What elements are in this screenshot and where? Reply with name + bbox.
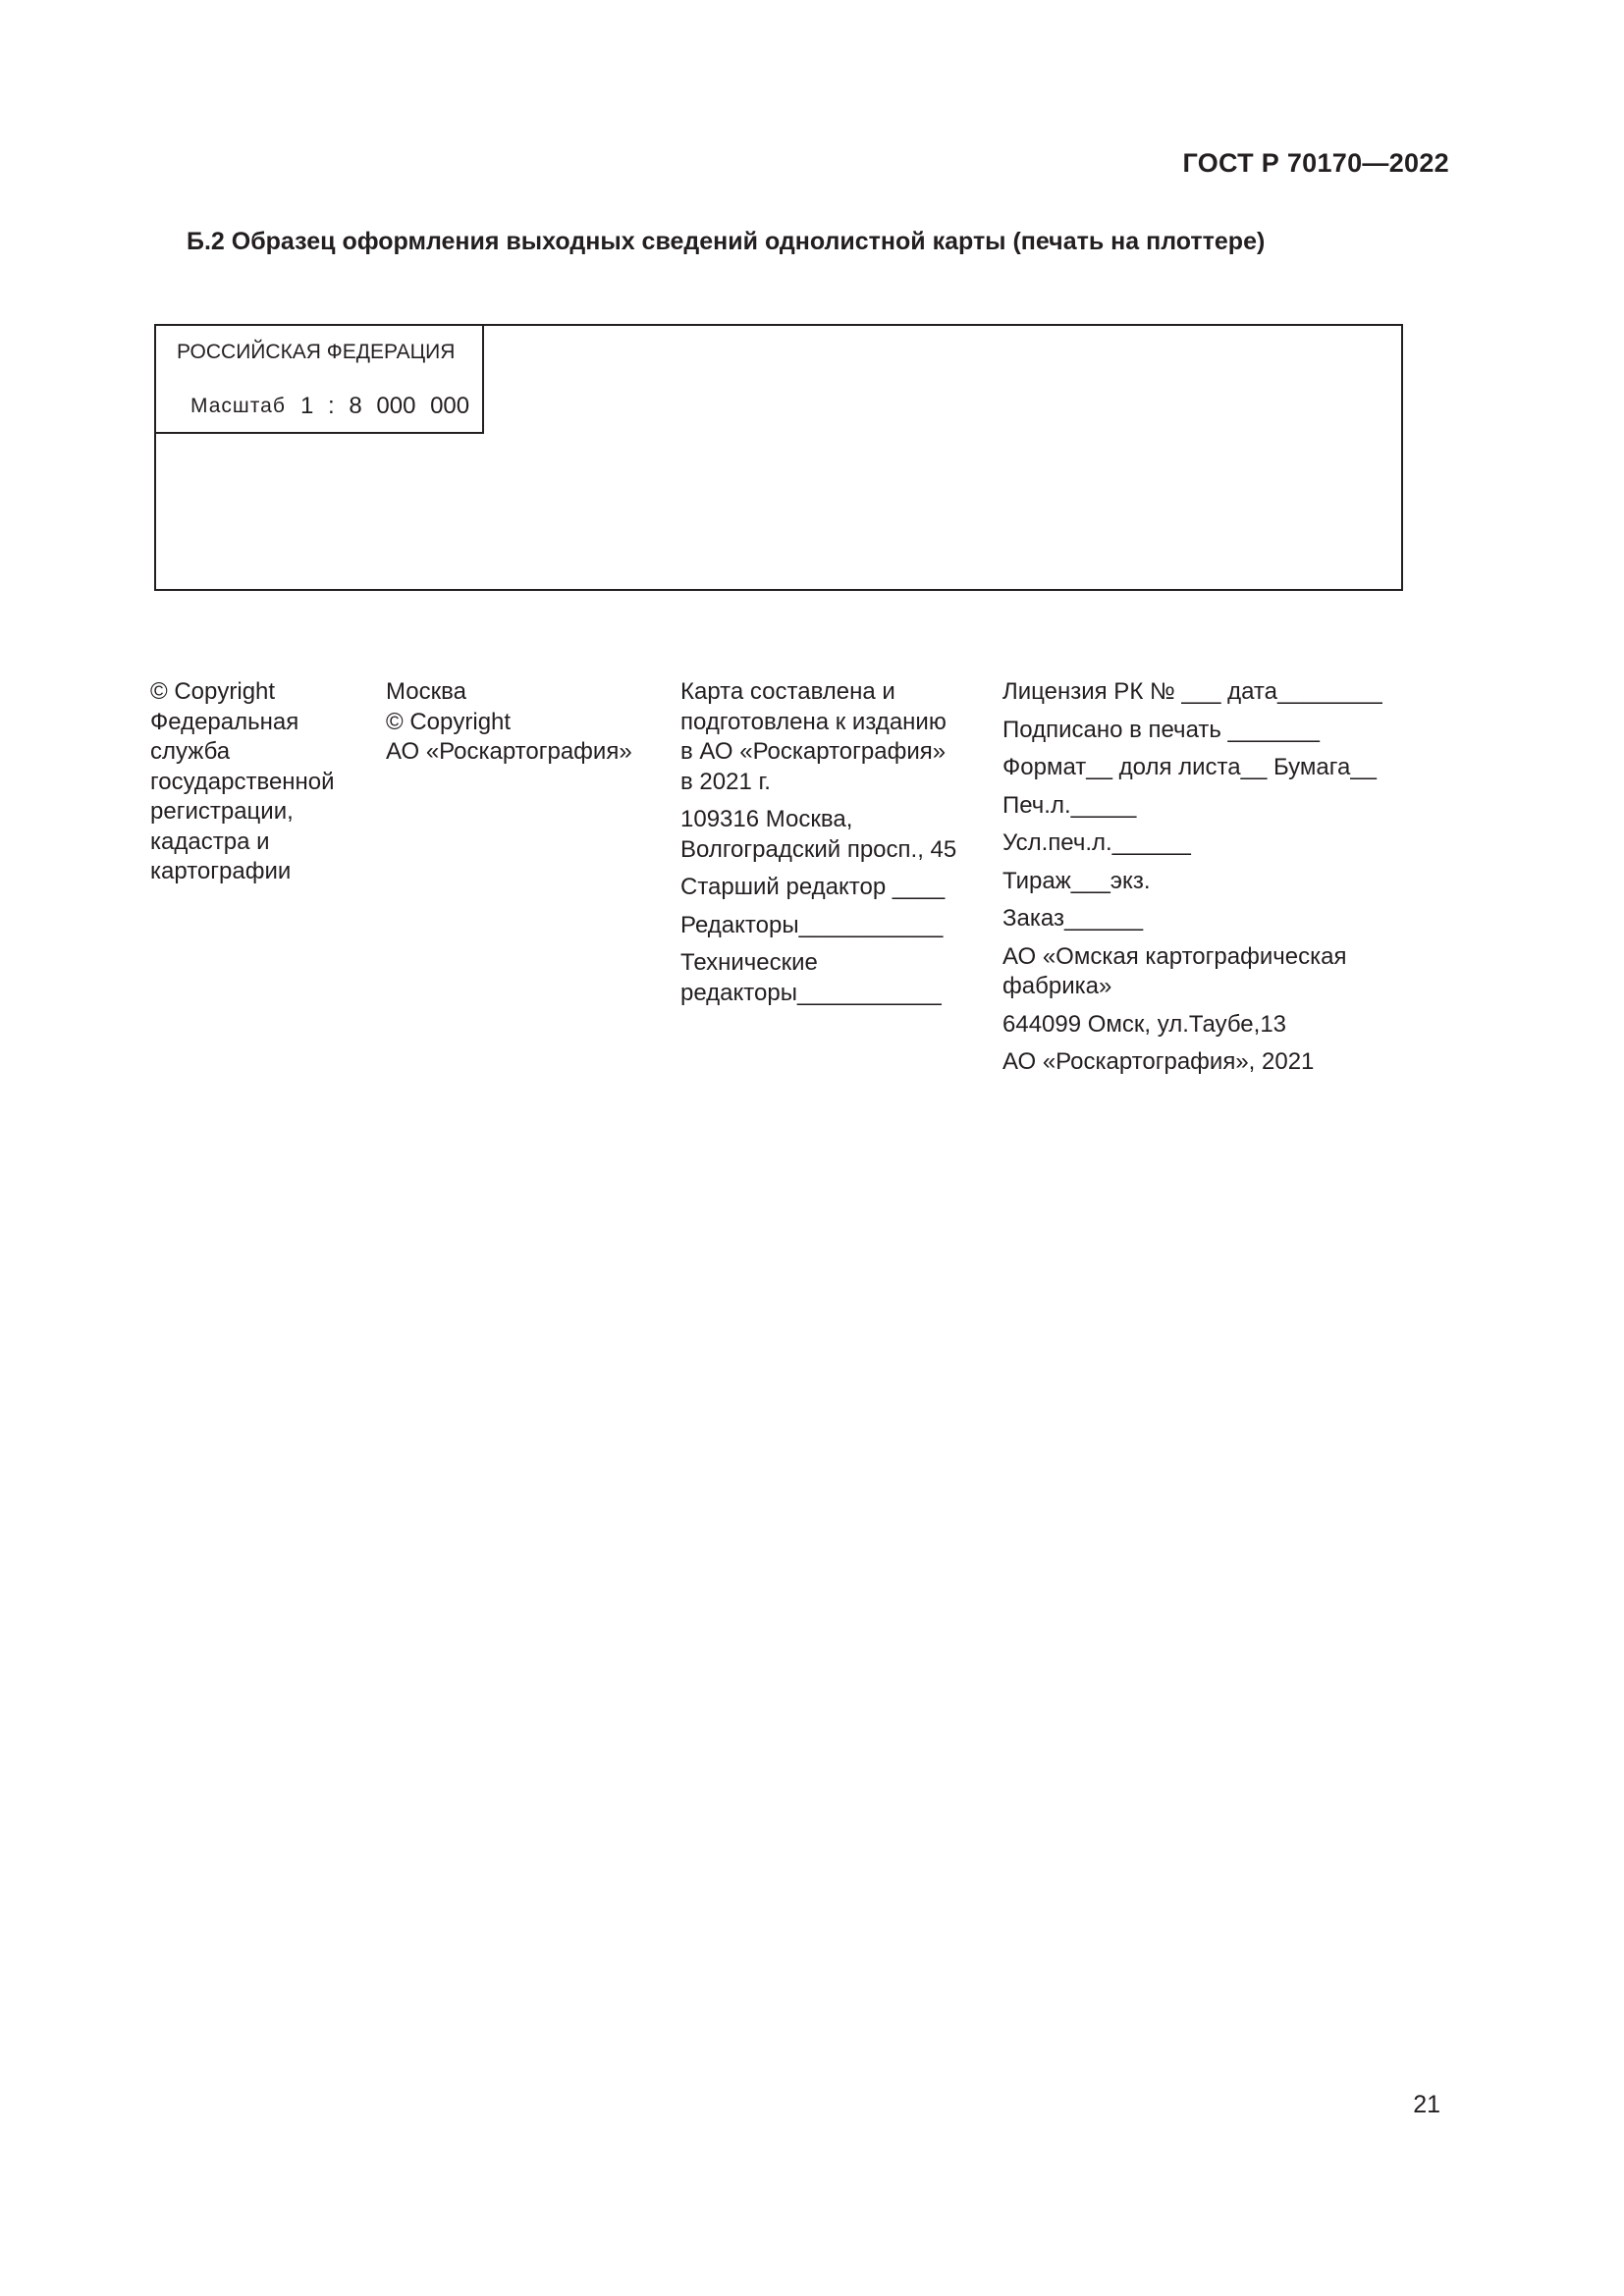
imprint-line: Печ.л._____ <box>1002 791 1137 819</box>
imprint-paragraph <box>1002 1010 1382 1041</box>
imprint-publisher-column <box>386 677 632 775</box>
imprint-paragraph <box>386 677 632 768</box>
imprint-paragraph <box>680 911 956 941</box>
imprint-paragraph <box>1002 904 1382 934</box>
imprint-line: Старший редактор ____ <box>680 874 946 900</box>
imprint-line: Москва <box>386 678 466 705</box>
imprint-line: Карта составлена и <box>680 678 895 705</box>
imprint-line: фабрика» <box>1002 973 1112 999</box>
imprint-paragraph <box>1002 942 1382 1002</box>
imprint-paragraph <box>680 677 956 797</box>
imprint-line: Лицензия РК № ___ дата________ <box>1002 678 1382 705</box>
imprint-paragraph <box>1002 1047 1382 1078</box>
imprint-paragraph <box>1002 716 1382 746</box>
imprint-paragraph <box>1002 753 1382 783</box>
imprint-paragraph <box>680 948 956 1008</box>
standard-header: ГОСТ Р 70170—2022 <box>1182 148 1449 178</box>
imprint-paragraph <box>1002 791 1382 822</box>
imprint-line: Подписано в печать _______ <box>1002 716 1320 743</box>
imprint-line: в АО «Роскартография» <box>680 738 947 765</box>
imprint-line: картографии <box>150 858 292 884</box>
imprint-line: 644099 Омск, ул.Таубе,13 <box>1002 1010 1287 1038</box>
imprint-paragraph <box>1002 677 1382 708</box>
page-number: 21 <box>1413 2091 1440 2118</box>
imprint-line: АО «Омская картографическая <box>1002 942 1347 970</box>
imprint-line: Заказ______ <box>1002 905 1144 932</box>
imprint-paragraph <box>1002 828 1382 859</box>
imprint-line: © Copyright <box>386 708 512 735</box>
imprint-line: редакторы___________ <box>680 979 942 1006</box>
imprint-line: служба <box>150 738 231 765</box>
scale-value: 1 : 8 000 000 <box>300 393 470 419</box>
imprint-line: Технические <box>680 949 818 976</box>
imprint-paragraph <box>680 873 956 903</box>
imprint-paragraph <box>1002 867 1382 897</box>
imprint-line: АО «Роскартография» <box>386 738 632 765</box>
imprint-line: © Copyright <box>150 678 276 705</box>
imprint-paragraph <box>150 677 335 887</box>
scale-label: Масштаб <box>190 395 286 417</box>
country-name: РОССИЙСКАЯ ФЕДЕРАЦИЯ <box>177 341 456 363</box>
imprint-line: государственной <box>150 768 335 795</box>
imprint-line: в 2021 г. <box>680 768 771 795</box>
imprint-line: регистрации, <box>150 798 294 825</box>
imprint-line: Федеральная <box>150 708 299 735</box>
imprint-line: 109316 Москва, <box>680 806 853 832</box>
imprint-line: Редакторы___________ <box>680 911 944 938</box>
imprint-line: кадастра и <box>150 828 270 855</box>
imprint-line: Формат__ доля листа__ Бумага__ <box>1002 754 1378 780</box>
imprint-editorial-column <box>680 677 956 1016</box>
imprint-print-details-column <box>1002 677 1382 1086</box>
section-title: Б.2 Образец оформления выходных сведений однолистной карты (печать на плоттере) <box>187 228 1266 255</box>
imprint-paragraph <box>680 805 956 865</box>
imprint-line: Тираж___экз. <box>1002 867 1151 894</box>
imprint-line: подготовлена к изданию <box>680 708 947 735</box>
imprint-line: Усл.печ.л.______ <box>1002 829 1191 856</box>
imprint-line: Волгоградский просп., 45 <box>680 835 957 863</box>
imprint-line: АО «Роскартография», 2021 <box>1002 1048 1315 1075</box>
imprint-copyright-column <box>150 677 335 895</box>
